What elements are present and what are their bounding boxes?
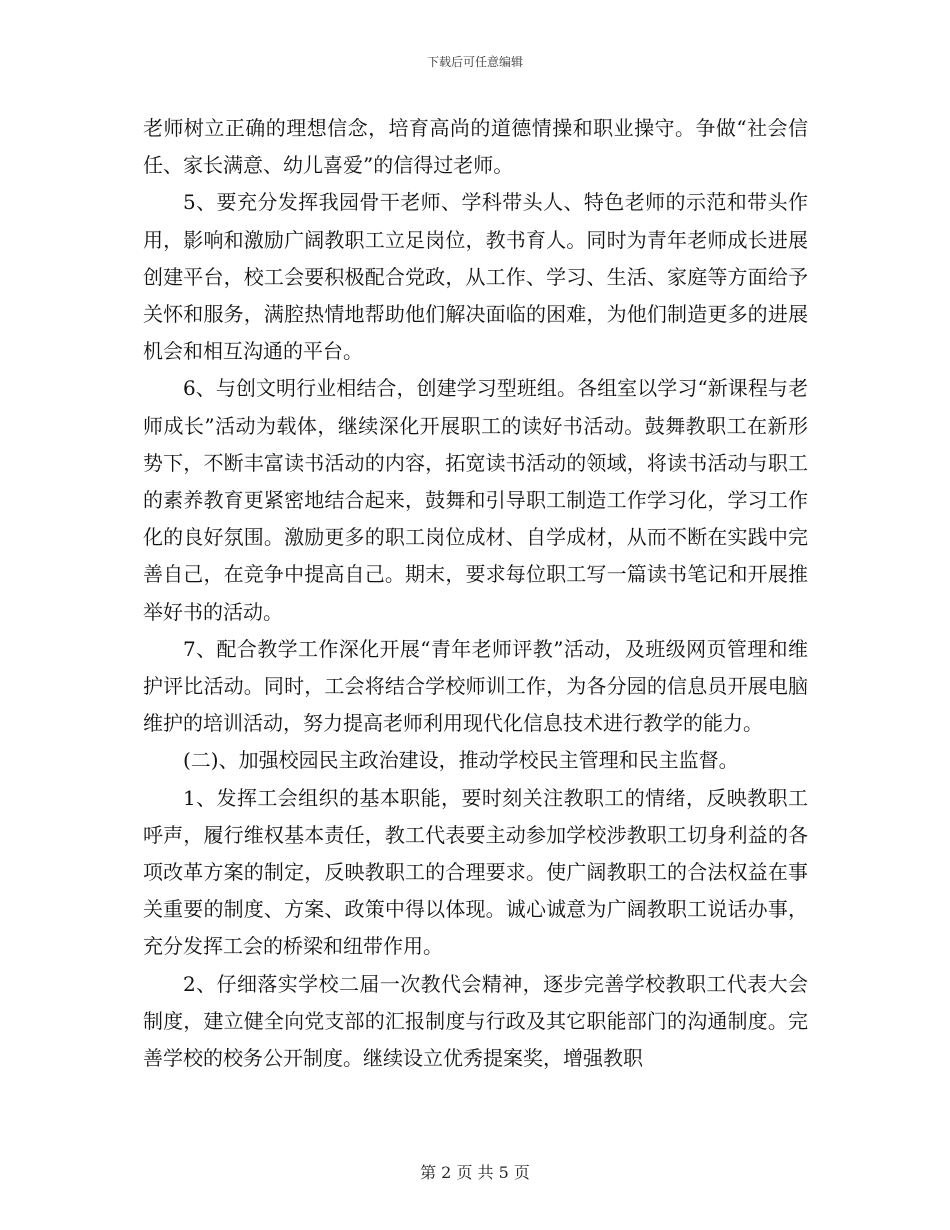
paragraph-continuation: 老师树立正确的理想信念，培育高尚的道德情操和职业操守。争做“社会信任、家长满意、幼儿喜爱”的信得过老师。 bbox=[143, 116, 808, 178]
paragraph-section2-item-1: 1、发挥工会组织的基本职能，要时刻关注教职工的情绪，反映教职工呼声，履行维权基本责任，教工代表要主动参加学校涉教职工切身利益的各项改革方案的制定，反映教职工的合理要求。使广阔教职工的合法权益在事关重要的制度、方案、政策中得以体现。诚心诚意为广阔教职工说话办事，充分发挥工会的桥梁和纽带作用。 bbox=[143, 785, 808, 959]
page-number: 第 2 页 共 5 页 bbox=[420, 1163, 530, 1182]
document-body bbox=[143, 110, 808, 1077]
paragraph-section2-item-2: 2、仔细落实学校二届一次教代会精神，逐步完善学校教职工代表大会制度，建立健全向党支部的汇报制度与行政及其它职能部门的沟通制度。完善学校的校务公开制度。继续设立优秀提案奖，增强教职 bbox=[143, 971, 808, 1071]
page-header-note: 下载后可任意编辑 bbox=[426, 55, 523, 69]
paragraph-item-7: 7、配合教学工作深化开展“青年老师评教”活动，及班级网页管理和维护评比活动。同时，工会将结合学校师训工作，为各分园的信息员开展电脑维护的培训活动，努力提高老师利用现代化信息技术进行教学的能力。 bbox=[143, 636, 808, 736]
section-heading-2: (二)、加强校园民主政治建设，推动学校民主管理和民主监督。 bbox=[183, 748, 739, 773]
paragraph-item-6: 6、与创文明行业相结合，创建学习型班组。各组室以学习“新课程与老师成长”活动为载体，继续深化开展职工的读好书活动。鼓舞教职工在新形势下，不断丰富读书活动的内容，拓宽读书活动的领域，将读书活动与职工的素养教育更紧密地结合起来，鼓舞和引导职工制造工作学习化，学习工作化的良好氛围。激励更多的职工岗位成材、自学成材，从而不断在实践中完善自己，在竞争中提高自己。期末，要求每位职工写一篇读书笔记和开展推举好书的活动。 bbox=[143, 376, 808, 624]
paragraph-item-5: 5、要充分发挥我园骨干老师、学科带头人、特色老师的示范和带头作用，影响和激励广阔教职工立足岗位，教书育人。同时为青年老师成长进展创建平台，校工会要积极配合党政，从工作、学习、生活、家庭等方面给予关怀和服务，满腔热情地帮助他们解决面临的困难，为他们制造更多的进展机会和相互沟通的平台。 bbox=[143, 190, 808, 364]
